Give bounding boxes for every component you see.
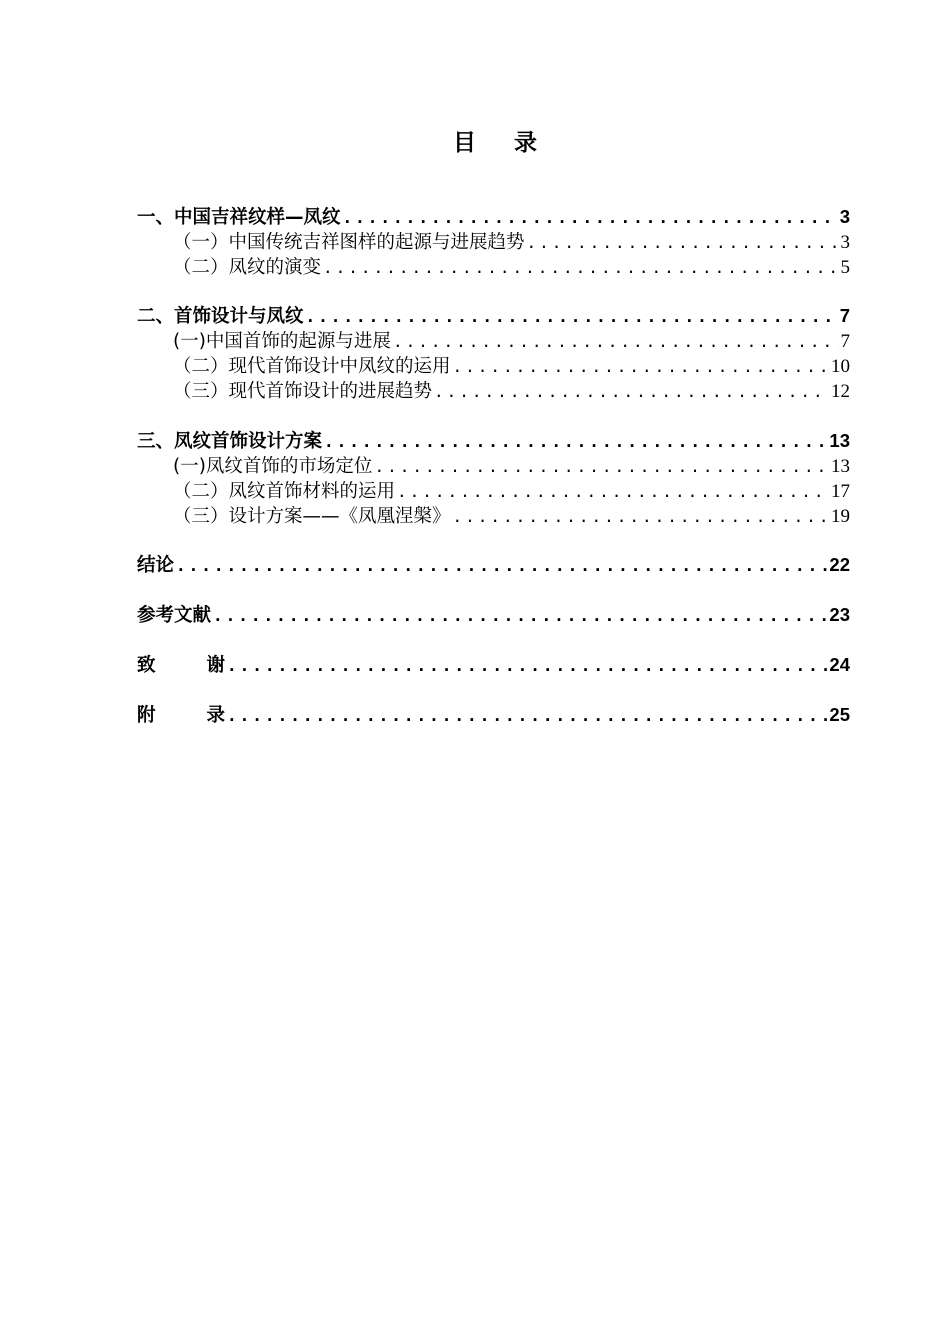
toc-entry-section-2-1[interactable] [137, 327, 850, 352]
toc-entry-page: 3 [840, 232, 850, 253]
toc-entry-page: 5 [840, 257, 850, 278]
toc-entry-appendix[interactable] [137, 701, 850, 726]
toc-entry-chapter-1[interactable] [137, 203, 850, 228]
toc-entry-label: （二）现代首饰设计中凤纹的运用 [173, 356, 451, 377]
toc-entry-label [137, 701, 225, 727]
dot-leader [374, 457, 829, 476]
toc-entry-section-3-1[interactable] [137, 452, 850, 477]
title-char-2: 录 [514, 130, 537, 156]
toc-entry-label: （三）设计方案——《凤凰涅槃》 [173, 506, 451, 527]
toc-entry-label-char-1: 致 [137, 655, 156, 676]
toc-entry-label: （三）现代首饰设计的进展趋势 [173, 381, 433, 402]
toc-entry-label: 结论 [137, 555, 175, 576]
dot-leader [213, 606, 827, 625]
toc-entry-conclusion[interactable] [137, 551, 850, 576]
toc-entry-section-3-2[interactable] [137, 477, 850, 502]
toc-entry-page: 19 [831, 506, 850, 527]
dot-leader [323, 258, 838, 277]
toc-entry-label-char-2: 录 [206, 705, 226, 726]
toc-entry-page: 17 [831, 481, 850, 502]
toc-entry-references[interactable] [137, 601, 850, 626]
toc-entry-page: 7 [839, 305, 850, 326]
toc-entry-label-char-2: 谢 [206, 655, 226, 676]
toc-entry-page: 10 [831, 356, 850, 377]
toc-entry-label: 参考文献 [137, 605, 212, 626]
toc-entry-page: 24 [829, 654, 850, 675]
toc-entry-acknowledgements[interactable] [137, 651, 850, 676]
dot-leader [343, 208, 838, 227]
dot-leader [434, 382, 829, 401]
toc-entry-label: 一、中国吉祥纹样—凤纹 [137, 207, 341, 228]
toc-entry-section-2-3[interactable] [137, 377, 850, 402]
dot-leader [527, 233, 839, 252]
toc-entry-label: (一)凤纹首饰的市场定位 [173, 456, 373, 477]
dot-leader [306, 307, 838, 326]
toc-entry-page: 25 [829, 704, 850, 725]
title-char-1: 目 [453, 130, 476, 156]
dot-leader [324, 432, 827, 451]
dot-leader [176, 556, 827, 575]
toc-entry-page: 23 [829, 604, 850, 625]
toc-entry-chapter-2[interactable] [137, 302, 850, 327]
toc-entry-label: （二）凤纹首饰材料的运用 [173, 481, 396, 502]
toc-entry-section-1-1[interactable] [137, 228, 850, 253]
toc-entry-page: 12 [831, 381, 850, 402]
toc-entry-label: 二、首饰设计与凤纹 [137, 306, 304, 327]
toc-entry-label: （二）凤纹的演变 [173, 257, 322, 278]
dot-leader [453, 357, 829, 376]
toc-entry-label: 三、凤纹首饰设计方案 [137, 431, 323, 452]
toc-entry-page: 13 [831, 456, 850, 477]
dot-leader [227, 706, 827, 725]
toc-entry-chapter-3[interactable] [137, 427, 850, 452]
toc-entry-page: 22 [829, 554, 850, 575]
page-title [0, 124, 950, 157]
toc-entry-label: (一)中国首饰的起源与进展 [173, 331, 391, 352]
dot-leader [453, 507, 829, 526]
dot-leader [397, 482, 829, 501]
toc-entry-label-char-1: 附 [137, 705, 156, 726]
toc-entry-page: 3 [839, 206, 850, 227]
toc-entry-page: 13 [829, 430, 850, 451]
toc-entry-section-2-2[interactable] [137, 352, 850, 377]
dot-leader [393, 332, 839, 351]
toc-entry-label: （一）中国传统吉祥图样的起源与进展趋势 [173, 232, 525, 253]
toc-entry-label [137, 651, 225, 677]
toc-entry-page: 7 [840, 331, 850, 352]
toc-entry-section-3-3[interactable] [137, 502, 850, 527]
toc-entry-section-1-2[interactable] [137, 253, 850, 278]
dot-leader [227, 656, 827, 675]
